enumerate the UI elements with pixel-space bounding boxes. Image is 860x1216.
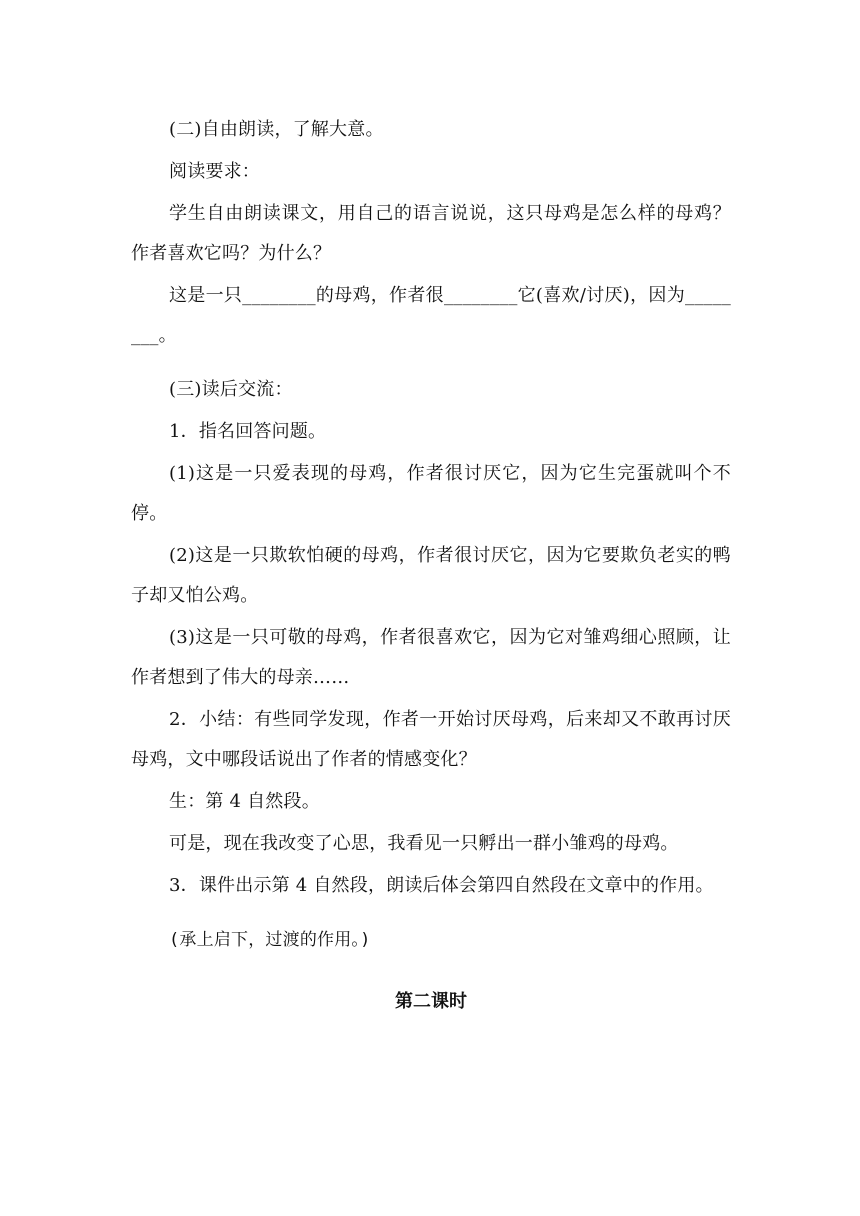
paragraph-note: (承上启下，过渡的作用。) bbox=[169, 930, 371, 950]
paragraph-reading-step-2: (二)自由朗读，了解大意。 bbox=[169, 119, 384, 140]
paragraph-fill-in-blank: 这是一只________的母鸡，作者很________它(喜欢/讨厌)，因为________。 bbox=[131, 285, 731, 346]
paragraph-answer-2: (2)这是一只欺软怕硬的母鸡，作者很讨厌它，因为它要欺负老实的鸭子却又怕公鸡。 bbox=[131, 545, 731, 606]
paragraph-question-1: 1．指名回答问题。 bbox=[169, 421, 327, 442]
section-heading: 第二课时 bbox=[395, 991, 467, 1012]
document-body bbox=[131, 110, 731, 1022]
paragraph-courseware-step: 3．课件出示第 4 自然段，朗读后体会第四自然段在文章中的作用。 bbox=[169, 875, 714, 896]
paragraph-reading-step-3: (三)读后交流： bbox=[169, 379, 293, 400]
paragraph-answer-1: (1)这是一只爱表现的母鸡，作者很讨厌它，因为它生完蛋就叫个不停。 bbox=[131, 463, 731, 524]
paragraph-quote: 可是，现在我改变了心思，我看见一只孵出一群小雏鸡的母鸡。 bbox=[169, 833, 679, 854]
paragraph-reading-requirements-label: 阅读要求： bbox=[169, 161, 260, 182]
paragraph-student-reply: 生：第 4 自然段。 bbox=[169, 791, 320, 812]
paragraph-summary: 2．小结：有些同学发现，作者一开始讨厌母鸡，后来却又不敢再讨厌母鸡，文中哪段话说出了作者的情感变化？ bbox=[131, 709, 731, 770]
paragraph-reading-requirements: 学生自由朗读课文，用自己的语言说说，这只母鸡是怎么样的母鸡？作者喜欢它吗？为什么？ bbox=[131, 203, 731, 264]
paragraph-answer-3: (3)这是一只可敬的母鸡，作者很喜欢它，因为它对雏鸡细心照顾，让作者想到了伟大的母亲…… bbox=[131, 627, 731, 688]
